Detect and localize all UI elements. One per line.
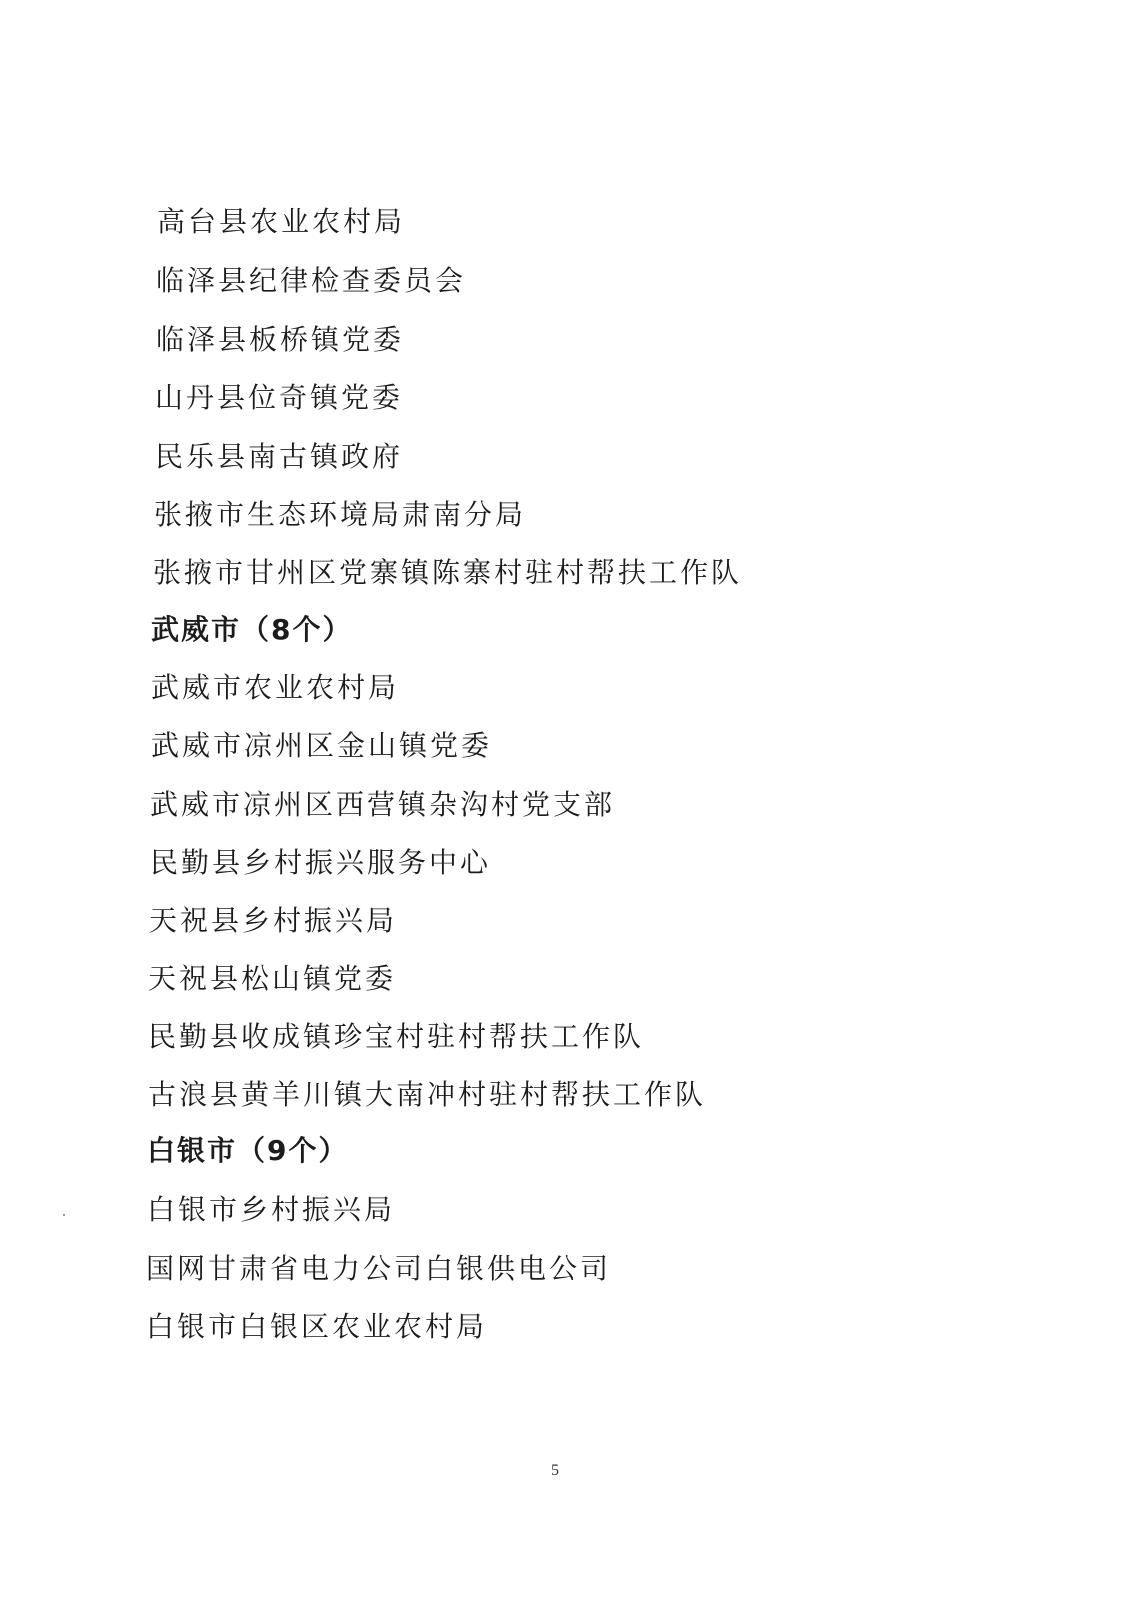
list-item: 张掖市甘州区党寨镇陈寨村驻村帮扶工作队 xyxy=(153,556,743,589)
list-item: 临泽县纪律检查委员会 xyxy=(156,264,467,297)
section-heading-baiyin: 白银市（9个） xyxy=(147,1134,349,1167)
list-item: 天祝县松山镇党委 xyxy=(148,962,397,995)
page-number: 5 xyxy=(551,1462,559,1479)
list-item: 武威市农业农村局 xyxy=(151,671,400,704)
list-item: 张掖市生态环境局肃南分局 xyxy=(154,498,527,531)
list-item: 民乐县南古镇政府 xyxy=(155,440,404,473)
list-item: 民勤县收成镇珍宝村驻村帮扶工作队 xyxy=(148,1020,645,1053)
list-item: 古浪县黄羊川镇大南冲村驻村帮扶工作队 xyxy=(148,1078,707,1111)
list-item: 武威市凉州区西营镇杂沟村党支部 xyxy=(150,788,616,821)
list-item: 山丹县位奇镇党委 xyxy=(155,381,404,414)
list-item: 临泽县板桥镇党委 xyxy=(156,323,405,356)
list-item: 白银市白银区农业农村局 xyxy=(146,1310,488,1343)
list-item: 武威市凉州区金山镇党委 xyxy=(151,729,493,762)
list-item: 天祝县乡村振兴局 xyxy=(149,904,398,937)
list-item: 国网甘肃省电力公司白银供电公司 xyxy=(146,1252,612,1285)
list-item: 民勤县乡村振兴服务中心 xyxy=(150,846,492,879)
section-heading-wuwei: 武威市（8个） xyxy=(151,613,353,646)
list-item: 白银市乡村振兴局 xyxy=(147,1193,396,1226)
scan-speck xyxy=(63,1214,65,1216)
list-item: 高台县农业农村局 xyxy=(157,205,406,238)
